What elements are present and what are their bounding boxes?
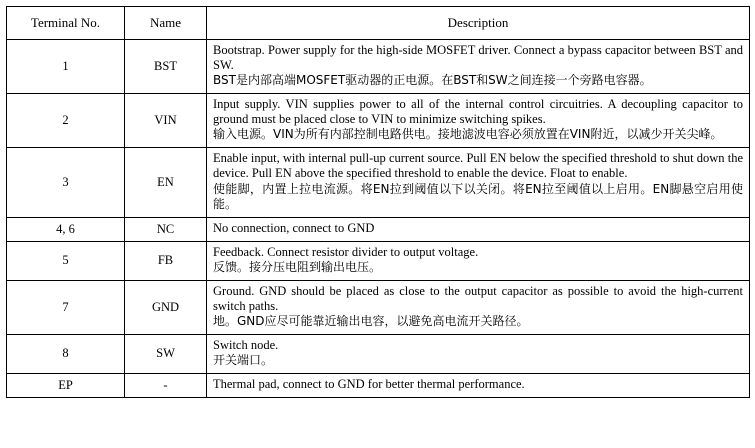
- cell-description: [207, 217, 750, 241]
- column-header-description: Description: [207, 7, 750, 40]
- cell-description: [207, 148, 750, 218]
- description-chinese: 使能脚，内置上拉电流源。将EN拉到阈值以下以关闭。将EN拉至阈值以上启用。EN脚悬空启用使能。: [213, 181, 743, 212]
- cell-terminal: 4, 6: [7, 217, 125, 241]
- cell-terminal: 2: [7, 93, 125, 147]
- description-english: Switch node.: [213, 337, 279, 352]
- cell-name: BST: [125, 39, 207, 93]
- table-row: [7, 93, 750, 147]
- table-row: [7, 39, 750, 93]
- cell-description: [207, 334, 750, 373]
- column-header-name: Name: [125, 7, 207, 40]
- cell-description: [207, 39, 750, 93]
- cell-name: SW: [125, 334, 207, 373]
- cell-terminal: 8: [7, 334, 125, 373]
- cell-terminal: 3: [7, 148, 125, 218]
- description-english: Thermal pad, connect to GND for better thermal performance.: [213, 377, 525, 392]
- cell-name: -: [125, 373, 207, 397]
- table-header: [7, 7, 750, 40]
- description-english: Ground. GND should be placed as close to the output capacitor as possible to avoid the high-current switch paths.: [213, 283, 743, 314]
- description-english: Bootstrap. Power supply for the high-side MOSFET driver. Connect a bypass capacitor between BST and SW.: [213, 42, 743, 73]
- description-english: Input supply. VIN supplies power to all of the internal control circuitries. A decoupling capacitor to ground must be placed close to VIN to minimize switching spikes.: [213, 96, 743, 127]
- cell-description: [207, 93, 750, 147]
- cell-name: GND: [125, 280, 207, 334]
- cell-description: [207, 241, 750, 280]
- cell-terminal: 5: [7, 241, 125, 280]
- cell-terminal: 7: [7, 280, 125, 334]
- cell-description: [207, 280, 750, 334]
- description-chinese: 反馈。接分压电阻到输出电压。: [213, 260, 382, 275]
- cell-name: FB: [125, 241, 207, 280]
- table-header-row: [7, 7, 750, 40]
- table-row: [7, 334, 750, 373]
- table-row: [7, 217, 750, 241]
- table-row: [7, 280, 750, 334]
- description-english: Enable input, with internal pull-up current source. Pull EN below the specified threshold to shut down the device. Pull EN above the specified threshold to enable the device. Float to enable.: [213, 151, 743, 181]
- table-row: [7, 373, 750, 397]
- cell-name: NC: [125, 217, 207, 241]
- description-chinese: BST是内部高端MOSFET驱动器的正电源。在BST和SW之间连接一个旁路电容器。: [213, 73, 652, 88]
- description-english: No connection, connect to GND: [213, 221, 375, 236]
- cell-name: VIN: [125, 93, 207, 147]
- cell-description: [207, 373, 750, 397]
- table-row: [7, 148, 750, 218]
- table-row: [7, 241, 750, 280]
- description-chinese: 输入电源。VIN为所有内部控制电路供电。接地滤波电容必须放置在VIN附近，以减少开关尖峰。: [213, 127, 723, 142]
- column-header-terminal: Terminal No.: [7, 7, 125, 40]
- table-body: [7, 39, 750, 397]
- cell-terminal: EP: [7, 373, 125, 397]
- description-chinese: 开关端口。: [213, 353, 274, 368]
- cell-terminal: 1: [7, 39, 125, 93]
- cell-name: EN: [125, 148, 207, 218]
- description-chinese: 地。GND应尽可能靠近输出电容，以避免高电流开关路径。: [213, 314, 529, 329]
- description-english: Feedback. Connect resistor divider to output voltage.: [213, 244, 479, 259]
- pin-description-table: [6, 6, 750, 398]
